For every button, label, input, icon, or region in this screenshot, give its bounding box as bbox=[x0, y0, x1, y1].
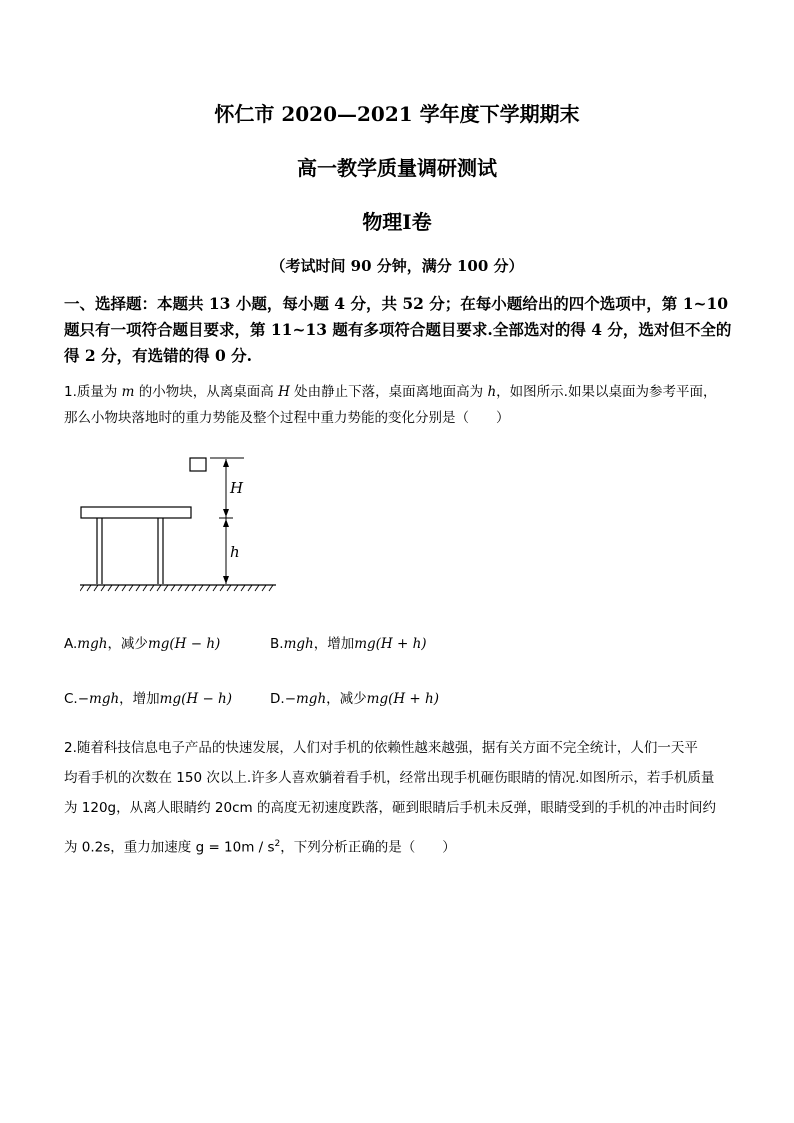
option-c[interactable]: C.−mgh，增加mg(H − h) bbox=[64, 691, 233, 707]
var-m: m bbox=[121, 384, 135, 400]
label-H: H bbox=[230, 479, 244, 497]
question-2-line: 为 120g，从离人眼睛约 20cm 的高度无初速度跌落，砸到眼睛后手机未反弹，眼睛受到的手机的冲击时间约 bbox=[64, 800, 716, 816]
exam-subtitle: 高一教学质量调研测试 bbox=[297, 156, 497, 180]
question-1-line-2: 那么小物块落地时的重力势能及整个过程中重力势能的变化分别是（ ） bbox=[64, 410, 510, 426]
question-2-line: 为 0.2s，重力加速度 $g = 10m / s^2$，下列分析正确的是（ ） bbox=[64, 839, 456, 856]
section-line: 得 2 分，有选错的得 0 分. bbox=[64, 346, 253, 365]
var-H: H bbox=[278, 384, 290, 400]
section-instructions bbox=[64, 291, 734, 369]
question-2 bbox=[64, 733, 734, 863]
option-b[interactable]: B.mgh，增加mg(H + h) bbox=[270, 636, 427, 652]
question-2-line: 2.随着科技信息电子产品的快速发展，人们对手机的依赖性越来越强，据有关方面不完全统计，人们一天平 bbox=[64, 740, 698, 756]
paper-title: 物理Ⅰ卷 bbox=[362, 210, 432, 234]
option-d[interactable]: D.−mgh，减少mg(H + h) bbox=[270, 691, 439, 707]
question-2-line: 均看手机的次数在 150 次以上.许多人喜欢躺着看手机，经常出现手机砸伤眼睛的情况.如图所示，若手机质量 bbox=[64, 770, 715, 786]
exam-info: （考试时间 90 分钟，满分 100 分） bbox=[270, 257, 524, 275]
table-drop-figure bbox=[80, 452, 280, 597]
arrow-up-icon bbox=[223, 519, 229, 527]
table-top bbox=[81, 507, 191, 518]
arrow-down-icon bbox=[223, 509, 229, 517]
section-line: 一、选择题：本题共 13 小题，每小题 4 分，共 52 分；在每小题给出的四个选项中，第 1~10 bbox=[64, 294, 729, 313]
small-block bbox=[190, 458, 206, 471]
arrow-up-icon bbox=[223, 459, 229, 467]
section-line: 题只有一项符合题目要求，第 11~13 题有多项符合题目要求.全部选对的得 4 分，选对但不全的 bbox=[64, 320, 732, 339]
question-1-line-1: 1.质量为 m 的小物块，从离桌面高 H 处由静止下落，桌面离地面高为 h，如图所示.如果以桌面为参考平面， bbox=[64, 384, 717, 400]
question-1 bbox=[64, 379, 734, 431]
exam-title: 怀仁市 2020—2021 学年度下学期期末 bbox=[214, 102, 580, 126]
ground-hatch bbox=[80, 585, 273, 591]
var-h: h bbox=[487, 384, 497, 400]
option-a[interactable]: A.mgh，减少mg(H − h) bbox=[64, 636, 221, 652]
label-h: h bbox=[230, 543, 240, 561]
arrow-down-icon bbox=[223, 576, 229, 584]
